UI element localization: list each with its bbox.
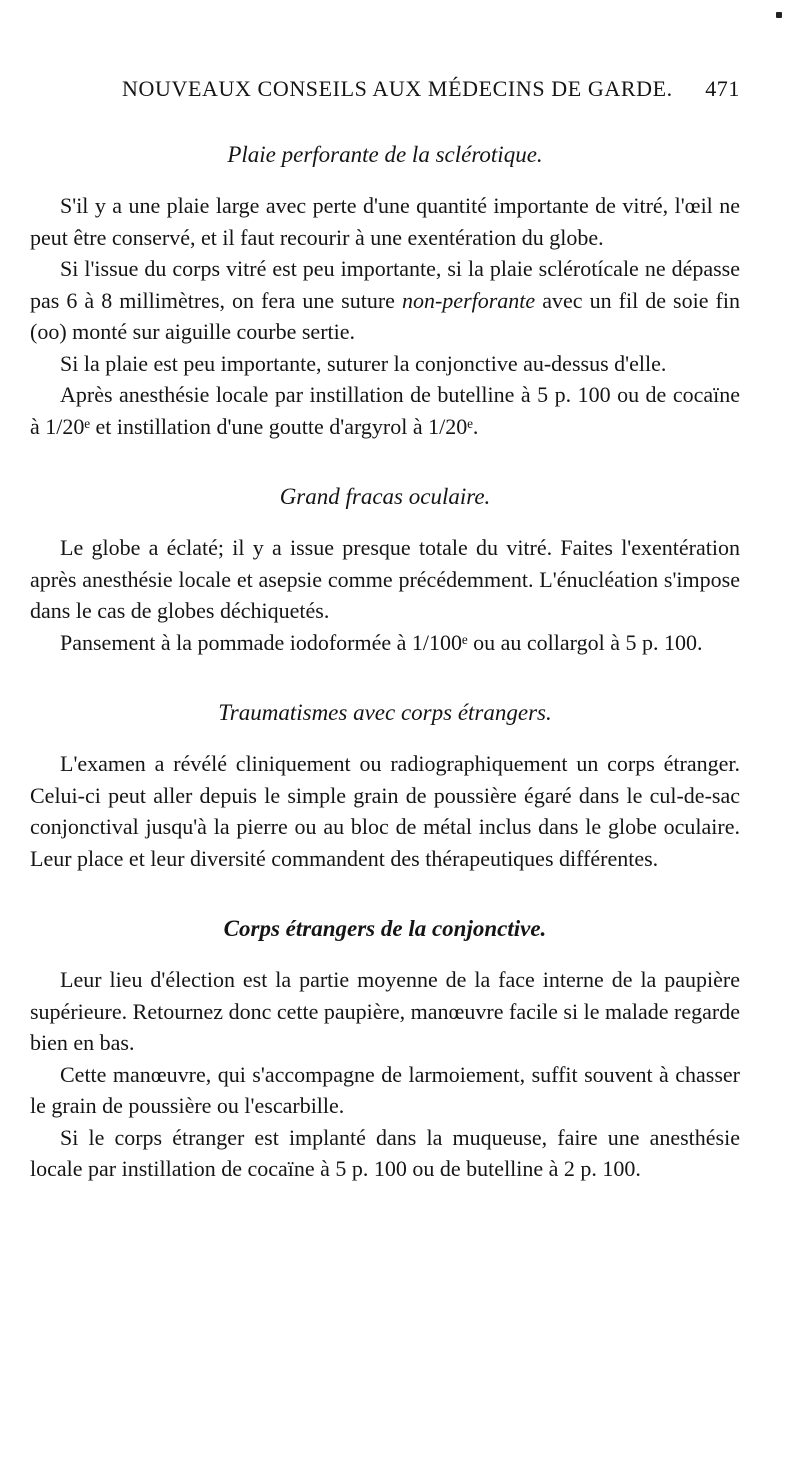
section-title: Corps étrangers de la conjonctive.	[223, 916, 547, 941]
paragraph: L'examen a révélé cliniquement ou radiographiquement un corps étranger. Celui-ci peut aller depuis le simple grain de poussière égaré dans le cul-de-sac conjonctival jusqu'à la pierre ou au bloc de métal inclus dans le globe oculaire. Leur place et leur diversité commandent des thérapeutiques différentes.	[30, 751, 740, 871]
paragraph: Leur lieu d'élection est la partie moyenne de la face interne de la paupière supérieure. Retournez donc cette paupière, manœuvre facile si le malade regarde bien en bas.	[30, 967, 740, 1055]
section-plaie-perforante	[30, 138, 740, 442]
paragraph-text: Si l'issue du corps vitré est peu importante, si la plaie sclérotícale ne dépasse pas 6 à 8 millimètres, on fera une suture	[30, 256, 740, 313]
section-traumatismes	[30, 696, 740, 874]
page-content	[30, 138, 740, 1185]
section-title: Grand fracas oculaire.	[279, 484, 491, 509]
page-number: 471	[705, 76, 740, 101]
section-title: Traumatismes avec corps étrangers.	[218, 700, 552, 725]
paragraph: Si la plaie est peu importante, suturer la conjonctive au-dessus d'elle.	[60, 350, 667, 376]
section-title: Plaie perforante de la sclérotique.	[227, 142, 543, 167]
section-corps-etrangers-conjonctive	[30, 912, 740, 1185]
section-grand-fracas	[30, 480, 740, 658]
paragraph: Après anesthésie locale par instillation de butelline à 5 p. 100 ou de cocaïne à 1/20ᵉ et instillation d'une goutte d'argyrol à 1/20ᵉ.	[30, 382, 740, 439]
paragraph: Si le corps étranger est implanté dans la muqueuse, faire une anesthésie locale par instillation de cocaïne à 5 p. 100 ou de butelline à 2 p. 100.	[30, 1124, 740, 1181]
paragraph: Pansement à la pommade iodoformée à 1/100ᵉ ou au collargol à 5 p. 100.	[60, 629, 703, 655]
paragraph	[30, 253, 740, 348]
running-head-title: NOUVEAUX CONSEILS AUX MÉDECINS DE GARDE.	[122, 76, 673, 101]
paragraph: Cette manœuvre, qui s'accompagne de larmoiement, suffit souvent à chasser le grain de poussière ou l'escarbille.	[30, 1061, 740, 1118]
paragraph: Le globe a éclaté; il y a issue presque totale du vitré. Faites l'exentération après anesthésie locale et asepsie comme précédemment. L'énucléation s'impose dans le cas de globes déchiquetés.	[30, 535, 740, 623]
page-edge-mark	[776, 12, 782, 18]
paragraph-text: avec un fil de soie fin (oo) monté sur aiguille courbe sertie.	[30, 287, 740, 344]
emphasis-text: non-perforante	[401, 287, 536, 313]
paragraph: S'il y a une plaie large avec perte d'une quantité importante de vitré, l'œil ne peut être conservé, et il faut recourir à une exentération du globe.	[30, 193, 740, 250]
